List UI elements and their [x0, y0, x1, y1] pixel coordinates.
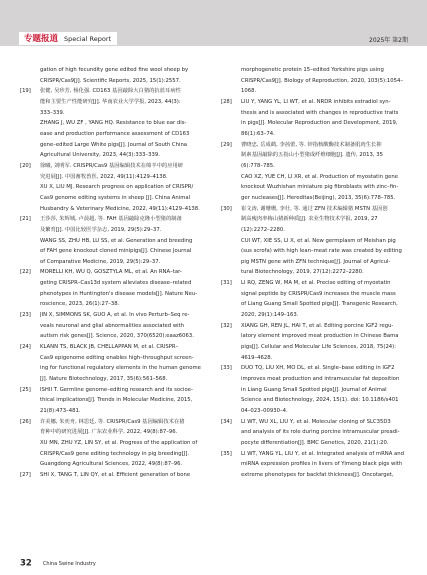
reference-line: ZHANG J, WU ZF , YANG HQ. Resistance to blue ear dis-	[40, 120, 187, 127]
reference-line: LI WT, YANG YL, LIU Y, et al. Integrated analysis of mRNA and	[241, 450, 404, 457]
reference-line: gene–edited Large White pigs[J]. Journal of South China	[40, 141, 188, 148]
reference-line: and analysis of its role during porcine intramuscular preadi-	[241, 429, 400, 436]
reference-line: 许美娜, 朱奕舟, 林思廷, 等. CRISPR/Cas9 基因编辑技术在猪	[40, 418, 185, 425]
reference-line: 4619–4628.	[241, 354, 273, 361]
reference-entry	[20, 417, 206, 470]
reference-line: 究进展[J]. 中国畜牧兽医, 2022, 49(11):4129–4138.	[40, 173, 168, 180]
reference-number: [22]	[20, 269, 31, 276]
reference-line: of Liang Guang Small Spotted pigs[J]. Transgenic Research,	[241, 301, 398, 308]
reference-line: Husbandry & Veterinary Medicine, 2022, 49(11):4129–4138.	[40, 205, 200, 212]
reference-line: 曹晓忠, 岳成鹤, 李茜蕾, 等. 锌指核酸酶技术制备肌肉生长抑	[241, 141, 382, 148]
reference-line: XU X, LIU MJ. Research progress on application of CRISPR/	[40, 184, 194, 191]
reference-entry	[20, 267, 206, 310]
reference-number: [21]	[20, 216, 31, 223]
reference-number: [24]	[20, 344, 31, 351]
reference-line: ease and production performance assessment of CD163	[40, 130, 190, 137]
reference-entry	[20, 310, 206, 342]
reference-entry	[221, 97, 407, 140]
reference-entry	[221, 140, 407, 204]
reference-line: (6):778–785.	[241, 162, 275, 169]
reference-line: 王莎莎, 朱辉城, 卢晨超, 等. FAH 基因敲除克隆小型猪的制备	[40, 216, 182, 223]
reference-line: ISHII T. Germline genome–editing research and its socioe-	[40, 386, 193, 393]
reference-line: [J]. Nature Biotechnology, 2017, 35(6):561–568.	[40, 376, 168, 383]
reference-entry	[20, 385, 206, 417]
reference-line: ing for functional regulatory elements in the human genome	[40, 365, 201, 372]
reference-entry	[221, 321, 407, 364]
reference-line: LI RQ, ZENG W, MA M, et al. Precise editing of myostatin	[241, 280, 391, 287]
reference-line: in pigs[J]. Molecular Reproduction and Development, 2019,	[241, 120, 398, 127]
reference-entry	[20, 342, 206, 385]
reference-line: roscience, 2023, 26(1):27–38.	[40, 301, 120, 308]
reference-line: tural Biotechnology, 2019, 27(12):2272–2280.	[241, 269, 364, 276]
section-title-zh: 专题报道	[24, 34, 59, 44]
reference-line: 86(1):63–74.	[241, 130, 275, 137]
reference-line: geting CRISPR–Cas13d system alleviates disease–related	[40, 280, 192, 287]
reference-line: LIU Y, YANG YL, LI WT, et al. NRDR inhibits estradiol syn-	[241, 98, 391, 105]
page-header	[0, 0, 427, 46]
reference-line: CRISPR/Cas9[J]. Scientific Reports, 2025, 15(1):2557.	[40, 77, 181, 84]
reference-line: (sus scrofa) with high lean–meat rate was created by editing	[241, 248, 402, 255]
reference-line: ger nucleases[J]. Hereditas(Beijing), 2013, 35(6):778–785.	[241, 194, 396, 201]
reference-line: thical implications[J]. Trends in Molecular Medicine, 2015,	[40, 397, 193, 404]
page-footer	[20, 558, 96, 569]
reference-line: XIANG GH, REN JL, HAI T, et al. Editing porcine IGF2 regu-	[241, 322, 394, 329]
reference-number: [31]	[221, 280, 232, 287]
reference-line: CRISPR/Cas9 gene editing technology in pig breeding[J].	[40, 450, 190, 457]
reference-line: 333–339.	[40, 109, 65, 116]
reference-entry	[20, 65, 206, 86]
reference-line: Guangdong Agricultural Sciences, 2022, 49(8):87–96.	[40, 461, 183, 468]
reference-line: CAO XZ, YUE CH, LI XR, et al. Production of myostatin gene	[241, 173, 398, 180]
section-title-en: Special Report	[64, 35, 112, 43]
reference-line: Agricultural University, 2023, 44(3):333–339.	[40, 152, 160, 159]
reference-entry	[221, 417, 407, 449]
reference-number: [29]	[221, 141, 232, 148]
reference-line: CUI WT, XIE SS, LI X, et al. New germplasm of Meishan pig	[241, 237, 396, 244]
reference-line: extreme phenotypes for backfat thickness[J]. Oncotarget,	[241, 471, 394, 478]
reference-line: pocyte differentiation[J]. BMC Genetics, 2020, 21(1):20.	[241, 439, 389, 446]
reference-line: Cas9 genome editing systems in sheep [J]. China Animal	[40, 194, 191, 201]
reference-number: [25]	[20, 386, 31, 393]
reference-line: 04–023–00930–4.	[241, 408, 288, 414]
reference-entry	[20, 161, 206, 214]
reference-line: 2020, 29(1):149–163.	[241, 312, 299, 319]
reference-line: autism risk genes[J]. Science, 2020, 370(6520):eaaz6063.	[40, 333, 194, 340]
reference-line: KLANN TS, BLACK JB, CHELLAPPAN M, et al. CRISPR–	[40, 344, 179, 351]
reference-line: WANG SS, ZHU HB, LU SS, et al. Generation and breeding	[40, 237, 193, 244]
reference-line: pigs[J]. Cellular and Molecular Life Sciences, 2018, 75(24):	[241, 344, 397, 351]
reference-entry	[20, 86, 206, 161]
reference-entry	[221, 65, 407, 97]
reference-number: [28]	[221, 98, 232, 105]
reference-entry	[221, 278, 407, 321]
reference-line: 徐曦, 刘明军. CRISPR/Cas9 基因编辑技术在绵羊中的应用研	[40, 162, 184, 169]
reference-line: CRISPR/Cas9[J]. Biology of Reproduction, 2020, 103(5):1054–	[241, 77, 404, 84]
reference-number: [20]	[20, 162, 31, 169]
reference-line: (12):2272–2280.	[241, 226, 285, 233]
reference-line: in Liang Guang Small Spotted pigs[J]. Journal of Animal	[241, 386, 387, 393]
reference-line: 21(8):473–481.	[40, 408, 81, 414]
reference-entry	[221, 363, 407, 416]
reference-number: [32]	[221, 322, 232, 329]
reference-line: 育种中的研究进展[J]. 广东农业科学, 2022, 49(8):87–96.	[40, 429, 178, 436]
reference-line: JIN X, SIMMONS SK, GUO A, et al. In vivo Perturb–Seq re-	[40, 312, 190, 319]
reference-line: SHI X, TANG T, LIN QY, et al. Efficient generation of bone	[40, 471, 191, 478]
reference-line: improves meat production and intramuscular fat deposition	[241, 376, 400, 383]
reference-number: [35]	[221, 450, 232, 457]
reference-line: 能和主要生产性能研究[J]. 华南农业大学学报, 2023, 44(3):	[40, 98, 181, 105]
reference-line: miRNA expression profiles in livers of Yimeng black pigs with	[241, 461, 403, 468]
page-number: 32	[20, 558, 32, 569]
issue-label: 2025年 第2期	[369, 37, 408, 44]
reference-entry	[221, 449, 407, 481]
reference-number: [19]	[20, 88, 31, 95]
reference-line: of FAH gene knockout cloned minipigs[J]. Chinese Journal	[40, 248, 192, 255]
reference-entry	[20, 214, 206, 267]
reference-line: 1068.	[241, 88, 257, 95]
journal-name: China Swine Industry	[42, 560, 96, 567]
reference-number: [30]	[221, 205, 232, 212]
reference-line: pig MSTN gene with ZFN technique[J]. Journal of Agricul-	[241, 258, 391, 265]
reference-line: 张健, 吴珍芳, 杨化强. CD163 基因敲除大白猪的抗蓝耳病性	[40, 88, 181, 95]
reference-number: [34]	[221, 418, 232, 425]
reference-line: LI WT, WU XL, LIU Y, et al. Molecular cloning of SLC35D3	[241, 418, 391, 425]
reference-line: morphogenetic protein 15–edited Yorkshire pigs using	[241, 67, 384, 73]
reference-line: XU MN, ZHU YZ, LIN SY, et al. Progress of the application of	[40, 439, 198, 446]
reference-line: Science and Biotechnology, 2024, 15(1). doi: 10.1186/s401	[241, 397, 399, 404]
reference-line: 崔文涛, 谢珊珊, 李壮, 等. 通过 ZFN 技术编辑猪 MSTN 基因创	[241, 205, 388, 212]
reference-line: 及繁育[J]. 中国比较医学杂志, 2019, 29(5):29–37.	[40, 226, 162, 233]
reference-line: knockout Wuzhishan miniature pig fibroblasts with zinc–fin-	[241, 184, 399, 191]
reference-number: [26]	[20, 418, 31, 425]
reference-line: phenotypes in Huntington's disease models[J]. Nature Neu-	[40, 290, 198, 297]
reference-number: [23]	[20, 312, 31, 319]
reference-number: [33]	[221, 365, 232, 372]
reference-entry	[221, 204, 407, 279]
references-right-column	[221, 65, 407, 481]
reference-line: thesis and is associated with changes in reproductive traits	[241, 109, 399, 116]
reference-line: DUO TQ, LIU XH, MO DL, et al. Single–base editing in IGF2	[241, 365, 395, 372]
reference-line: 制高瘦肉率梅山猪新种质[J]. 农业生物技术学报, 2019, 27	[241, 216, 378, 223]
reference-line: signal peptide by CRISPR/Cas9 increases the muscle mass	[241, 290, 396, 297]
reference-number: [27]	[20, 471, 31, 478]
reference-line: Cas9 epigenome editing enables high–throughput screen-	[40, 354, 194, 361]
reference-line: gation of high fecundity gene edited fine wool sheep by	[40, 67, 189, 73]
reference-line: latory element improved meat production in Chinese Bama	[241, 333, 399, 340]
reference-entry	[20, 470, 206, 481]
reference-line: MORELLI KH, WU Q, GOSZTYLA ML, et al. An RNA–tar-	[40, 269, 182, 276]
reference-line: of Comparative Medicine, 2019, 29(5):29–37.	[40, 258, 161, 265]
references-left-column	[20, 65, 206, 481]
section-label	[19, 32, 117, 45]
reference-line: veals neuronal and glial abnormalities associated with	[40, 322, 185, 329]
reference-line: 制素基因敲除的五指山小型猪成纤维细胞[J]. 遗传, 2013, 35	[241, 152, 383, 159]
